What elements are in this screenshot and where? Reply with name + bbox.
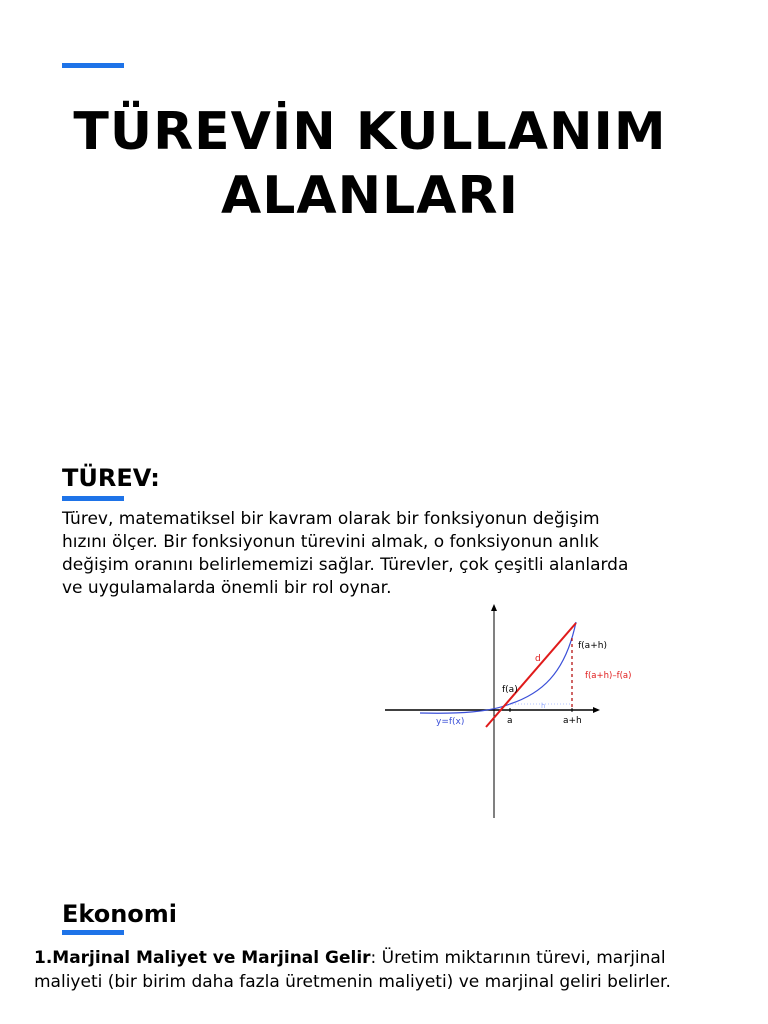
ekonomi-item-bold: 1.Marjinal Maliyet ve Marjinal Gelir (34, 948, 371, 968)
secant-line (486, 623, 576, 727)
label-yfx: y=f(x) (436, 717, 465, 727)
accent-bar-top (62, 63, 124, 68)
function-curve (420, 622, 576, 713)
ekonomi-item-marjinal (34, 946, 724, 994)
label-ah: a+h (563, 716, 582, 726)
label-fah: f(a+h) (578, 641, 607, 651)
accent-bar-turev (62, 496, 124, 501)
ekonomi-item-text: : Üretim miktarının türevi, marjinal maliyeti (bir birim daha fazla üretmenin maliyeti) ve marjinal geliri belirler. (34, 948, 671, 992)
section-heading-ekonomi: Ekonomi (62, 900, 178, 928)
x-axis-arrow (593, 707, 600, 713)
label-d: d (535, 654, 541, 664)
y-axis-arrow (491, 604, 497, 611)
label-a: a (507, 716, 513, 726)
section-heading-turev: TÜREV: (62, 464, 160, 492)
derivative-figure (380, 600, 632, 820)
label-diff: f(a+h)–f(a) (585, 671, 632, 681)
turev-paragraph: Türev, matematiksel bir kavram olarak bir fonksiyonun değişim hızını ölçer. Bir fonksiyonun türevini almak, o fonksiyonun anlık değişim oranını belirlememizi sağlar. Türevler, çok çeşitli alanlarda ve uygulamalarda önemli bir rol oynar. (62, 509, 629, 598)
accent-bar-ekonomi (62, 930, 124, 935)
label-h: h (541, 702, 546, 710)
page-title: TÜREVİN KULLANIM ALANLARI (73, 102, 667, 226)
label-fa: f(a) (502, 685, 518, 695)
